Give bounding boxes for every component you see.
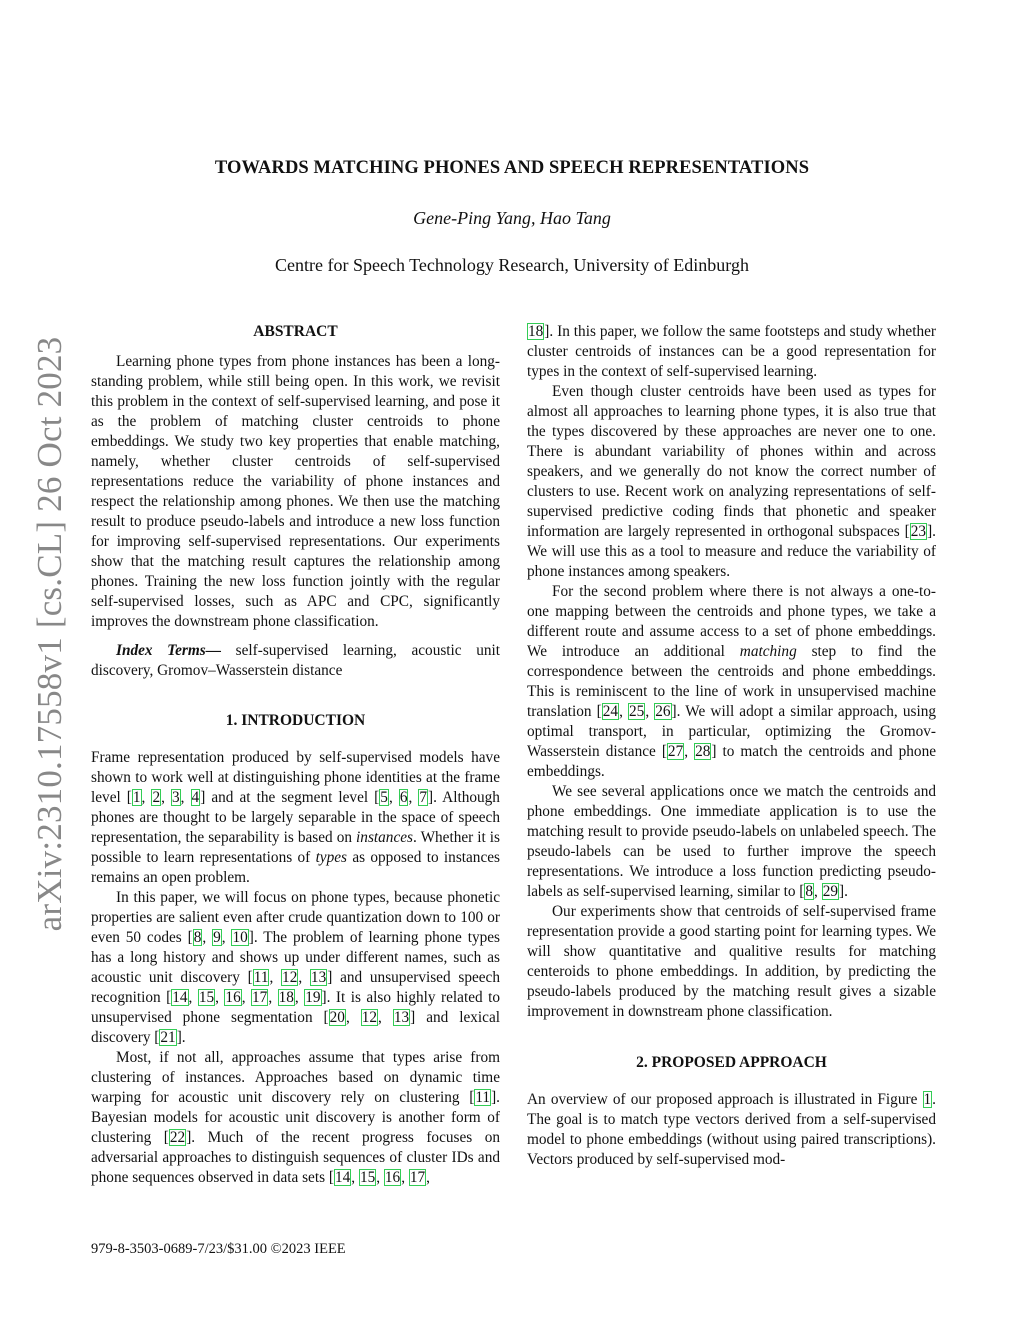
citation-link[interactable]: 24 <box>602 703 619 720</box>
citation-link[interactable]: 12 <box>361 1009 378 1026</box>
intro-paragraph-4: Even though cluster centroids have been used as types for almost all approaches to learning phone types, it is also true that the types discovered by these approaches are never one to one. There is abundant variability of phones within and across speakers, and we generally do not know the correct number of clusters to use. Recent work on analyzing representations of self-supervised predictive coding finds that phonetic and speaker information are largely represented in orthogonal subspaces [23]. We will use this as a tool to measure and reduce the variability of phone instances among speakers. <box>527 383 936 580</box>
citation-link[interactable]: 5 <box>380 789 388 806</box>
citation-link[interactable]: 28 <box>695 743 711 760</box>
introduction-heading: 1. INTRODUCTION <box>225 712 366 729</box>
citation-link[interactable]: 8 <box>193 929 202 946</box>
citation-link[interactable]: 22 <box>169 1129 186 1146</box>
citation-link[interactable]: 11 <box>253 969 269 986</box>
citation-link[interactable]: 15 <box>359 1169 376 1186</box>
paper-authors: Gene-Ping Yang, Hao Tang <box>413 208 611 228</box>
citation-link[interactable]: 13 <box>393 1009 410 1026</box>
citation-link[interactable]: 13 <box>310 969 327 986</box>
citation-link[interactable]: 14 <box>334 1169 351 1186</box>
figure-reference-link[interactable]: 1 <box>923 1091 932 1108</box>
citation-link[interactable]: 16 <box>384 1169 401 1186</box>
citation-link[interactable]: 26 <box>655 703 671 720</box>
abstract-heading: ABSTRACT <box>253 323 338 340</box>
citation-link[interactable]: 11 <box>475 1089 491 1106</box>
citation-link[interactable]: 20 <box>329 1009 345 1026</box>
citation-link[interactable]: 21 <box>160 1029 176 1046</box>
citation-link[interactable]: 29 <box>822 883 838 900</box>
abstract-body: Learning phone types from phone instances has been a long-standing problem, while still being open. In this work, we revisit this problem in the context of self-supervised learning, and pose it as the problem of matching cluster centroids to phone embeddings. We study two key properties that enable matching, namely, whether cluster centroids of self-supervised representations reduce the variability of phone instances and respect the relationship among phones. We then use the matching result to produce pseudo-labels and introduce a new loss function for improving self-supervised representations. Our experiments show that the matching result captures the relationship among phones. Training the new loss function jointly with the regular self-supervised losses, such as APC and CPC, significantly improves the downstream phone classification. <box>91 353 500 630</box>
citation-link[interactable]: 7 <box>419 789 428 806</box>
citation-link[interactable]: 18 <box>278 989 294 1006</box>
citation-link[interactable]: 23 <box>910 523 927 540</box>
intro-paragraph-6: We see several applications once we match the centroids and phone embeddings. One immediate application is to use the matching result to provide pseudo-labels on unlabeled speech. The pseudo-labels can be used to further improve the speech representations. We introduce a loss function predicting pseudo-labels as self-supervised learning, similar to [8, 29]. <box>527 783 936 900</box>
citation-link[interactable]: 4 <box>191 789 200 806</box>
proposed-approach-heading: 2. PROPOSED APPROACH <box>636 1054 827 1071</box>
citation-link[interactable]: 3 <box>171 789 180 806</box>
intro-paragraph-5: For the second problem where there is not always a one-to-one mapping between the centroids and phone types, we take a different route and assume access to a set of phone embeddings. We introduce an additional matching step to find the correspondence between the centroids and phone embeddings. This is reminiscent to the line of work in unsupervised machine translation [24, 25, 26]. We will adopt a similar approach, using optimal transport, in particular, optimizing the Gromov-Wasserstein distance [27, 28] to match the centroids and phone embeddings. <box>527 583 937 780</box>
paper-affiliation: Centre for Speech Technology Research, University of Edinburgh <box>275 255 749 275</box>
paper-title: TOWARDS MATCHING PHONES AND SPEECH REPRESENTATIONS <box>214 158 810 178</box>
citation-link[interactable]: 16 <box>225 989 241 1006</box>
approach-paragraph-1: An overview of our proposed approach is illustrated in Figure 1. The goal is to match type vectors derived from a self-supervised model to phone embeddings (without using paired transcriptions). Vectors produced by self-supervised mod- <box>527 1091 936 1168</box>
intro-paragraph-3: Most, if not all, approaches assume that types arise from clustering of instances. Approaches based on dynamic time warping for acoustic unit discovery rely on clustering [11]. Bayesian models for acoustic unit discovery is another form of clustering [22]. Much of the recent progress focuses on adversarial approaches to distinguish sequences of cluster IDs and phone sequences observed in data sets [14, 15, 16, 17, <box>91 1049 500 1186</box>
intro-paragraph-2: In this paper, we will focus on phone types, because phonetic properties are salient even after crude quantization down to 100 or even 50 codes [8, 9, 10]. The problem of learning phone types has a long history and shows up under different names, such as acoustic unit discovery [11, 12, 13] and unsupervised speech recognition [14, 15, 16, 17, 18, 19]. It is also highly related to unsupervised phone segmentation [20, 12, 13] and lexical discovery [21]. <box>91 889 501 1046</box>
citation-link[interactable]: 9 <box>213 929 221 946</box>
citation-link[interactable]: 25 <box>629 703 645 720</box>
citation-link[interactable]: 1 <box>132 789 141 806</box>
index-terms-text: self-supervised learning, acoustic unit discovery, Gromov–Wasserstein distance <box>91 642 501 679</box>
citation-link[interactable]: 10 <box>232 929 248 946</box>
citation-link[interactable]: 18 <box>528 323 544 340</box>
index-terms-label: Index Terms— <box>116 642 222 659</box>
intro-paragraph-3-continued: 18]. In this paper, we follow the same footsteps and study whether cluster centroids of instances can be a good representation for types in the context of self-supervised learning. <box>527 323 936 380</box>
right-column <box>527 322 936 1170</box>
intro-paragraph-1: Frame representation produced by self-supervised models have shown to work well at distinguishing phone identities at the frame level [1, 2, 3, 4] and at the segment level [5, 6, 7]. Although phones are thought to be largely separable in the space of speech representation, the separability is based on instances. Whether it is possible to learn representations of types as opposed to instances remains an open problem. <box>91 749 500 886</box>
arxiv-identifier: arXiv:2310.17558v1 [cs.CL] 26 Oct 2023 <box>30 336 69 932</box>
intro-paragraph-7: Our experiments show that centroids of self-supervised frame representation provide a good starting point for learning types. We will show quantitative and qualitive results for matching centeroids to phone embeddings. In addition, by predicting the pseudo-labels produced by the matching result gives a sizable improvement in downstream phone classification. <box>527 903 936 1020</box>
citation-link[interactable]: 15 <box>198 989 215 1006</box>
citation-link[interactable]: 12 <box>282 969 298 986</box>
citation-link[interactable]: 27 <box>667 743 684 760</box>
citation-link[interactable]: 2 <box>152 789 161 806</box>
citation-link[interactable]: 6 <box>399 789 408 806</box>
left-column <box>91 322 500 1188</box>
citation-link[interactable]: 19 <box>305 989 321 1006</box>
citation-link[interactable]: 17 <box>252 989 268 1006</box>
copyright-footer: 979-8-3503-0689-7/23/$31.00 ©2023 IEEE <box>91 1241 346 1257</box>
citation-link[interactable]: 14 <box>172 989 188 1006</box>
citation-link[interactable]: 8 <box>805 883 814 900</box>
index-terms <box>91 641 500 681</box>
citation-link[interactable]: 17 <box>409 1169 426 1186</box>
